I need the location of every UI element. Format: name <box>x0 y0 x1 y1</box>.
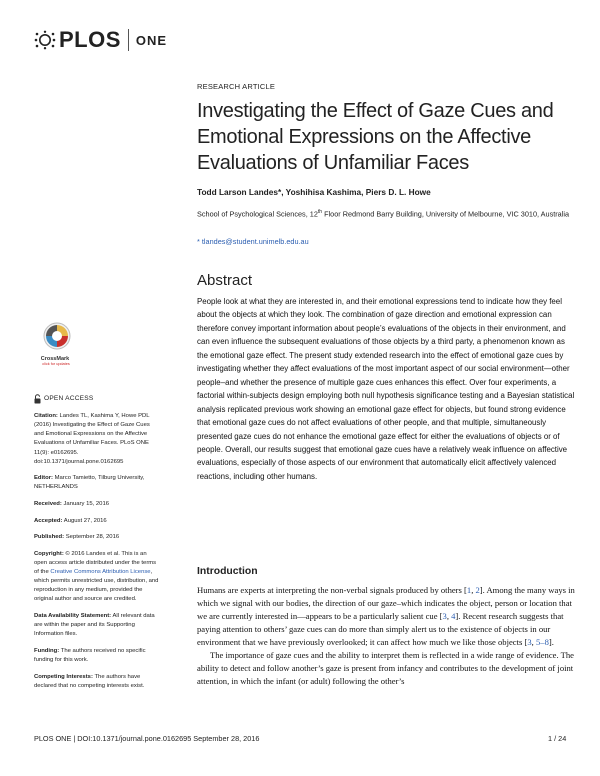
open-access-badge <box>34 394 159 404</box>
received-label: Received: <box>34 501 62 508</box>
copyright-text-2: , which permits unrestricted use, distribution, and reproduction in any medium, provided the original author and source are credited. <box>34 568 159 603</box>
open-access-label: OPEN ACCESS <box>44 395 94 403</box>
author-list: Todd Larson Landes*, Yoshihisa Kashima, Piers D. L. Howe <box>197 187 431 197</box>
introduction-heading: Introduction <box>197 566 258 577</box>
journal-logo[interactable] <box>34 27 167 53</box>
copyright-text-1: © 2016 Landes et al. This is an open access article distributed under the terms of the <box>34 550 157 575</box>
crossmark-label: CrossMark <box>40 356 70 362</box>
reference-link[interactable]: 3 <box>527 636 532 647</box>
open-lock-icon <box>34 394 41 404</box>
text-span: ]. <box>548 636 554 647</box>
text-span: , <box>446 610 452 621</box>
license-link[interactable]: Creative Commons Attribution License <box>50 568 151 575</box>
article-info-sidebar <box>34 394 159 698</box>
accepted-date: August 27, 2016 <box>62 517 107 524</box>
article-type: RESEARCH ARTICLE <box>197 82 276 91</box>
funding-text: The authors received no specific funding for this work. <box>34 647 146 664</box>
logo-divider <box>128 29 129 51</box>
corresponding-star: * <box>197 237 200 246</box>
reference-link[interactable]: 4 <box>451 610 456 621</box>
footer-citation: PLOS ONE | DOI:10.1371/journal.pone.0162695 September 28, 2016 <box>34 734 260 743</box>
accepted-block <box>34 517 159 526</box>
citation-block <box>34 412 159 467</box>
text-span: ]. Among the many ways in which we signal with our bodies, the direction of our gaze–which indicates the object, person or location that we are currently interested in—appears to be a particularly salient cue [ <box>197 585 575 621</box>
reference-link[interactable]: 5–8 <box>535 636 549 647</box>
funding-block <box>34 647 159 665</box>
reference-link[interactable]: 2 <box>475 585 480 595</box>
received-block <box>34 500 159 509</box>
reference-link[interactable]: 1 <box>466 585 472 595</box>
plos-dots-logo-icon <box>34 30 56 50</box>
corresponding-email-link[interactable]: tlandes@student.unimelb.edu.au <box>201 237 309 246</box>
data-availability-label: Data Availability Statement: <box>34 613 112 619</box>
crossmark-icon <box>43 322 71 350</box>
page-number: 1 / 24 <box>548 734 567 743</box>
citation-label: Citation: <box>34 413 58 419</box>
corresponding-author <box>197 237 309 246</box>
article-title: Investigating the Effect of Gaze Cues and Emotional Expressions on the Affective Evaluations of Unfamiliar Faces <box>197 100 554 174</box>
copyright-block <box>34 550 159 605</box>
intro-paragraph-2: The importance of gaze cues and the ability to interpret them is reflected in a wide range of evidence. The ability to detect and follow another’s gaze is present from infancy and contributes to the development of joint attention, in which the infant (or adult) following the other’s <box>197 649 574 686</box>
published-label: Published: <box>34 534 65 541</box>
funding-label: Funding: <box>34 647 60 654</box>
intro-paragraph-1 <box>197 584 579 649</box>
data-availability-block <box>34 612 159 639</box>
competing-interests-block <box>34 673 159 691</box>
text-span: Humans are experts at interpreting the non-verbal signals produced by others [ <box>197 585 467 595</box>
affiliation-superscript: th <box>317 209 323 215</box>
reference-link[interactable]: 3 <box>442 610 447 621</box>
affiliation <box>197 207 577 219</box>
editor-text: Marco Tamietto, Tilburg University, NETHERLANDS <box>34 475 145 491</box>
text-span: , <box>531 636 536 647</box>
competing-interests-label: Competing Interests: <box>34 673 93 680</box>
abstract-heading: Abstract <box>197 272 253 289</box>
received-date: January 15, 2016 <box>61 501 110 508</box>
editor-label: Editor: <box>34 475 53 482</box>
competing-interests-text: The authors have declared that no competing interests exist. <box>34 673 145 689</box>
copyright-label: Copyright: <box>34 550 64 557</box>
published-date: September 28, 2016 <box>64 534 120 541</box>
text-span: ]. Recent research suggests that paying attention to others’ gaze cues can do more than simply alert us to the existence of objects in our environment that we have previously overlooked; it can affect how much we like those objects [ <box>197 610 564 647</box>
data-availability-text: All relevant data are within the paper and its Supporting Information files. <box>34 613 155 638</box>
text-span: , <box>471 585 476 595</box>
crossmark-sublabel: click for updates <box>42 362 70 366</box>
journal-name: ONE <box>135 32 168 48</box>
affiliation-part-1: School of Psychological Sciences, 12 <box>197 209 318 219</box>
accepted-label: Accepted: <box>34 517 63 524</box>
introduction-body <box>197 584 579 688</box>
publisher-name: PLOS <box>59 27 121 52</box>
editor-block <box>34 474 159 492</box>
crossmark-badge[interactable] <box>40 322 74 366</box>
published-block <box>34 533 159 542</box>
abstract-text: People look at what they are interested in, and their emotional expressions tend to indicate how they feel about the objects at which they look. The combination of gaze direction and emotional expression can therefore convey important information about people’s evaluations of the objects in their environment, and can even influence the subsequent evaluations of those objects by a third party, a phenomenon known as the emotional gaze effect. The present study extended research into the effect of emotional gaze cues by investigating whether they affect evaluations of the most important aspect of our social environment—other people–and whether the presence of multiple gaze cues enhances this effect. Over four experiments, a factorial within-subjects design employing both null hypothesis significance testing and a Bayesian statistical analysis replicated previous work showing an emotional gaze effect for objects, but found strong evidence that emotional gaze cues do not affect evaluations of other people, and that multiple, simultaneously presented gaze cues do not enhance the emotional gaze effect for either the evaluations of objects or of people. Overall, our results suggest that emotional gaze cues have a relatively weak influence on affective evaluations, especially of those aspects of our environment that automatically elicit affectively valenced reactions, including other humans. <box>197 297 575 481</box>
affiliation-part-2: Floor Redmond Barry Building, University of Melbourne, VIC 3010, Australia <box>322 209 570 219</box>
citation-text: Landes TL, Kashima Y, Howe PDL (2016) Investigating the Effect of Gaze Cues and Emotional Expressions on the Affective Evaluations of Unfamiliar Faces. PLoS ONE 11(9): e0162695. doi:10.1371/journal.pone.0162695 <box>34 413 150 465</box>
